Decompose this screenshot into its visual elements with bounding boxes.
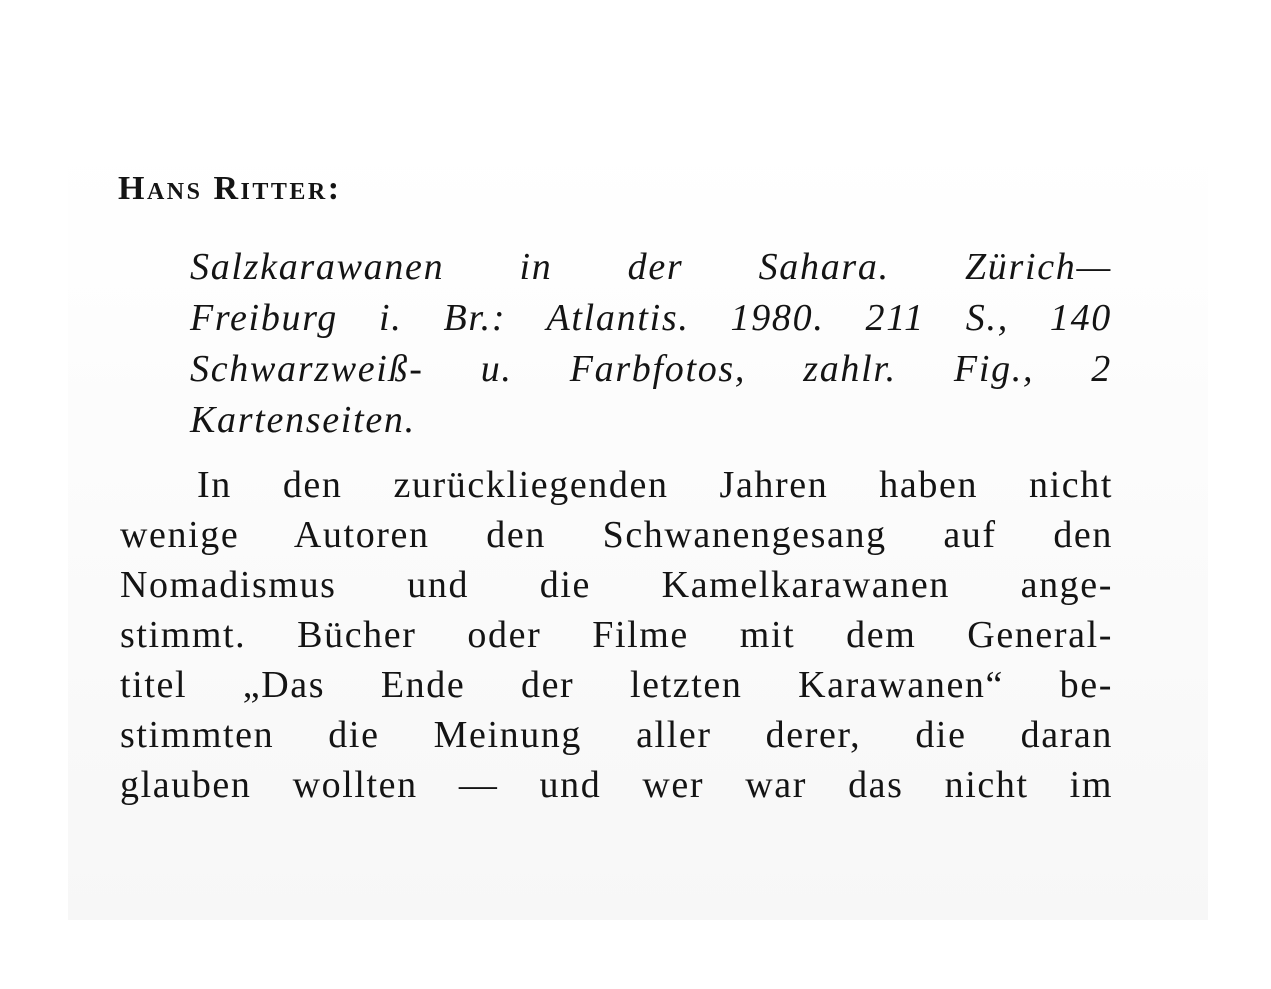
review-body-paragraph — [120, 460, 1113, 810]
body-line: Nomadismus und die Kamelkarawanen ange- — [120, 564, 1113, 606]
body-line: stimmten die Meinung aller derer, die daran — [120, 714, 1113, 756]
body-line: titel „Das Ende der letzten Karawanen“ be- — [120, 664, 1113, 706]
body-line: glauben wollten — und wer war das nicht im — [120, 764, 1113, 806]
book-entry-line: Freiburg i. Br.: Atlantis. 1980. 211 S., 140 — [190, 297, 1112, 339]
body-line: stimmt. Bücher oder Filme mit dem General- — [120, 614, 1113, 656]
author-name: Hans Ritter: — [118, 170, 342, 207]
book-entry-line: Schwarzweiß- u. Farbfotos, zahlr. Fig., 2 — [190, 348, 1112, 390]
body-line: wenige Autoren den Schwanengesang auf den — [120, 514, 1113, 556]
book-bibliographic-entry — [190, 242, 1112, 446]
book-entry-line: Kartenseiten. — [190, 399, 416, 441]
body-line: In den zurückliegenden Jahren haben nicht — [197, 464, 1113, 506]
book-entry-line: Salzkarawanen in der Sahara. Zürich— — [190, 246, 1112, 288]
